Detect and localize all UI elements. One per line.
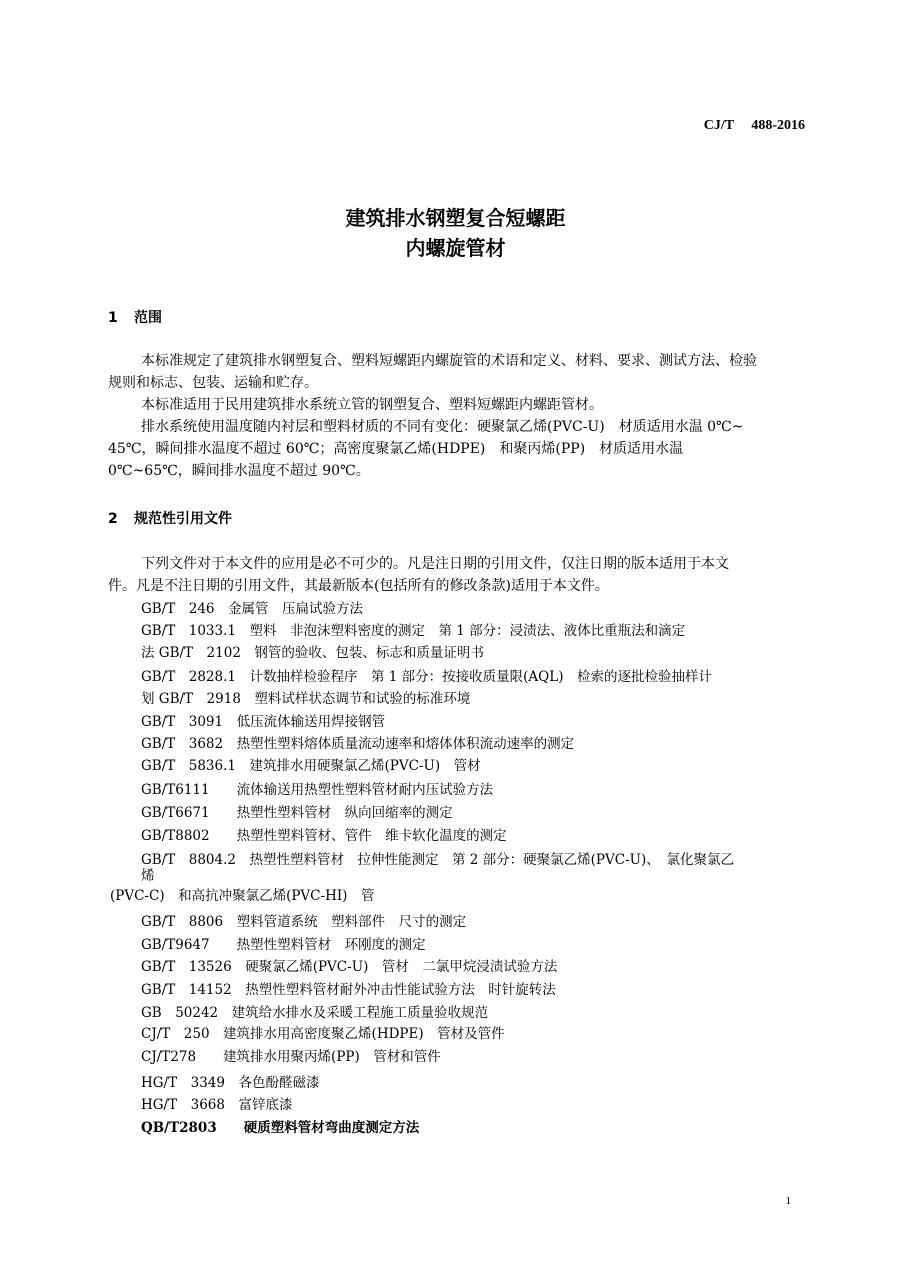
- reference-item: GB/T6671 热塑性塑料管材 纵向回缩率的测定: [141, 805, 453, 821]
- paragraph-line: 本标准适用于民用建筑排水系统立管的钢塑复合、塑料短螺距内螺距管材。: [141, 397, 603, 413]
- reference-item: 法 GB/T 2102 钢管的验收、包装、标志和质量证明书: [141, 645, 484, 661]
- reference-item: GB/T 246 金属管 压扁试验方法: [141, 601, 364, 617]
- paragraph-line: 45℃，瞬间排水温度不超过 60℃；高密度聚氯乙烯(HDPE) 和聚丙烯(PP) 材质适用水温: [108, 441, 684, 457]
- reference-item: GB/T 3682 热塑性塑料熔体质量流动速率和熔体体积流动速率的测定: [141, 736, 575, 752]
- section-2-heading: [108, 508, 232, 528]
- reference-item: GB/T 3091 低压流体输送用焊接钢管: [141, 714, 386, 730]
- document-title-line-1: 建筑排水钢塑复合短螺距: [345, 206, 566, 230]
- reference-item: GB/T 8806 塑料管道系统 塑料部件 尺寸的测定: [141, 914, 467, 930]
- reference-item: HG/T 3349 各色酚醛磁漆: [141, 1075, 320, 1091]
- reference-item: GB 50242 建筑给水排水及采暖工程施工质量验收规范: [141, 1005, 489, 1021]
- paragraph-line: 排水系统使用温度随内衬层和塑料材质的不同有变化：硬聚氯乙烯(PVC-U) 材质适用水温 0℃~: [141, 419, 744, 435]
- reference-item: CJ/T278 建筑排水用聚丙烯(PP) 管材和管件: [141, 1049, 441, 1065]
- section-number: 2: [108, 511, 118, 527]
- section-1-heading: [108, 307, 162, 327]
- paragraph-line: 下列文件对于本文件的应用是必不可少的。凡是注日期的引用文件，仅注日期的版本适用于本文: [141, 556, 729, 572]
- reference-item: 划 GB/T 2918 塑料试样状态调节和试验的标准环境: [141, 691, 471, 707]
- paragraph-line: 本标准规定了建筑排水钢塑复合、塑料短螺距内螺旋管的术语和定义、材料、要求、测试方法、检验: [141, 353, 757, 369]
- page-number: 1: [785, 1195, 791, 1207]
- paragraph-line: 件。凡是不注日期的引用文件，其最新版本(包括所有的修改条款)适用于本文件。: [108, 578, 609, 594]
- reference-item: GB/T8802 热塑性塑料管材、管件 维卡软化温度的测定: [141, 828, 507, 844]
- reference-item: HG/T 3668 富锌底漆: [141, 1097, 293, 1113]
- paragraph-line: 0℃~65℃，瞬间排水温度不超过 90℃。: [108, 463, 370, 479]
- reference-item: GB/T 5836.1 建筑排水用硬聚氯乙烯(PVC-U) 管材: [141, 758, 481, 774]
- reference-item: GB/T 13526 硬聚氯乙烯(PVC-U) 管材 二氯甲烷浸渍试验方法: [141, 959, 558, 975]
- reference-item: CJ/T 250 建筑排水用高密度聚乙烯(HDPE) 管材及管件: [141, 1026, 505, 1042]
- paragraph-line: 规则和标志、包装、运输和贮存。: [108, 375, 318, 391]
- reference-item: (PVC-C) 和高抗冲聚氯乙烯(PVC-HI) 管: [110, 888, 375, 904]
- reference-item: GB/T 1033.1 塑料 非泡沫塑料密度的测定 第 1 部分：浸渍法、液体比重瓶法和滴定: [141, 623, 686, 639]
- section-title: 规范性引用文件: [134, 511, 232, 527]
- reference-item: GB/T6111 流体输送用热塑性塑料管材耐内压试验方法: [141, 782, 494, 798]
- reference-item: QB/T2803 硬质塑料管材弯曲度测定方法: [141, 1120, 420, 1136]
- reference-item: GB/T 2828.1 计数抽样检验程序 第 1 部分：按接收质量限(AQL) 检索的逐批检验抽样计: [141, 669, 712, 685]
- reference-item: GB/T 14152 热塑性塑料管材耐外冲击性能试验方法 时针旋转法: [141, 982, 556, 998]
- section-number: 1: [108, 310, 118, 326]
- reference-item: GB/T 8804.2 热塑性塑料管材 拉伸性能测定 第 2 部分：硬聚氯乙烯(PVC-U)、 氯化聚氯乙: [141, 852, 735, 868]
- standard-code: CJ/T 488-2016: [703, 118, 805, 133]
- reference-item: 烯: [141, 868, 155, 884]
- section-title: 范围: [134, 310, 162, 326]
- reference-item: GB/T9647 热塑性塑料管材 环刚度的测定: [141, 937, 426, 953]
- document-title-line-2: 内螺旋管材: [405, 236, 506, 260]
